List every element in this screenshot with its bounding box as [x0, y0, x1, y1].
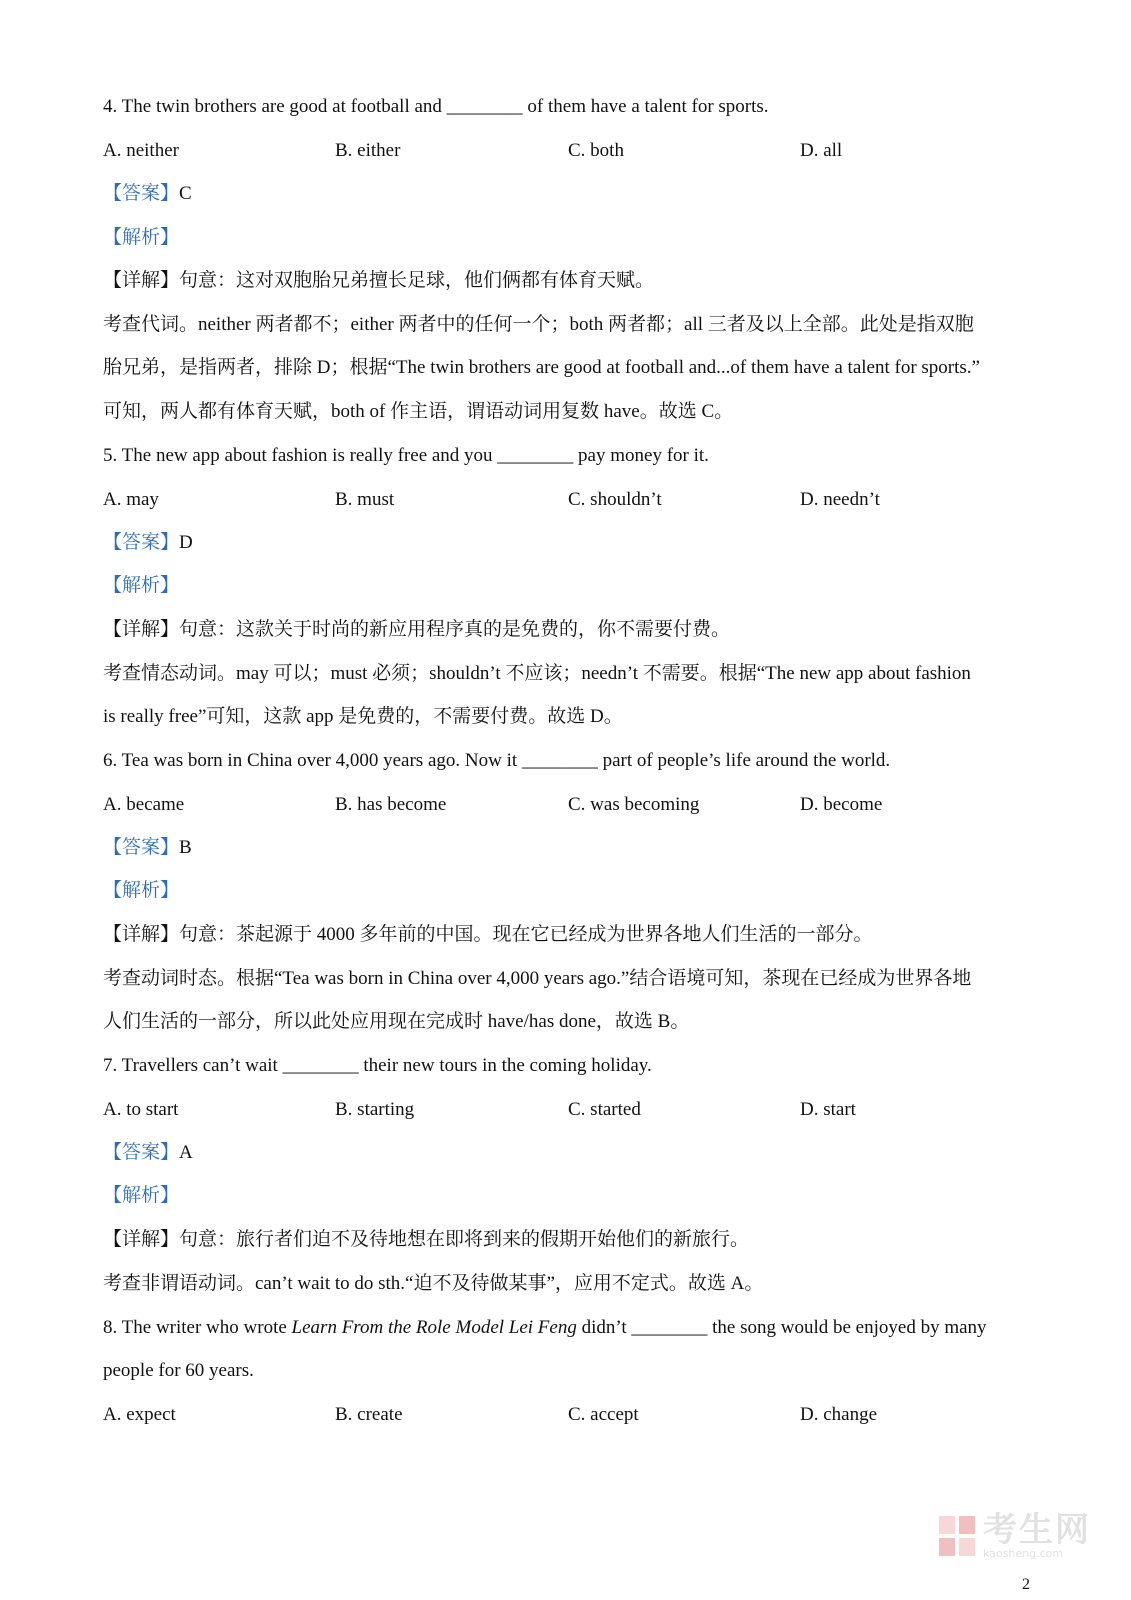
detail-meaning: 句意：茶起源于 4000 多年前的中国。现在它已经成为世界各地人们生活的一部分。 — [179, 924, 873, 945]
question-4-options — [103, 139, 1043, 163]
question-6-options — [103, 793, 1043, 817]
option-a: A. may — [103, 489, 159, 510]
question-5-stem: 5. The new app about fashion is really free and you ________ pay money for it. — [103, 445, 709, 466]
stem-prefix: 8. The writer who wrote — [103, 1317, 292, 1338]
detail-line — [103, 269, 654, 293]
explanation-line: 考查非谓语动词。can’t wait to do sth.“迫不及待做某事”，应用不定式。故选 A。 — [103, 1273, 764, 1294]
option-c: C. was becoming — [568, 794, 700, 815]
option-a: A. to start — [103, 1099, 179, 1120]
answer-line — [103, 1141, 193, 1165]
watermark-domain: kaosheng.com — [983, 1547, 1064, 1560]
question-5-options — [103, 488, 1043, 512]
detail-line — [103, 1228, 749, 1252]
option-c: C. shouldn’t — [568, 489, 662, 510]
option-d: D. needn’t — [800, 489, 880, 510]
analysis-label: 【解析】 — [103, 880, 180, 901]
answer-label: 【答案】 — [103, 532, 180, 553]
option-d: D. all — [800, 140, 843, 161]
option-b: B. starting — [335, 1099, 415, 1120]
detail-label: 【详解】 — [103, 1229, 180, 1250]
option-d: D. become — [800, 794, 883, 815]
detail-line — [103, 618, 730, 642]
explanation-line: 考查情态动词。may 可以；must 必须；shouldn’t 不应该；needn’t 不需要。根据“The new app about fashion — [103, 663, 971, 684]
detail-meaning: 句意：这款关于时尚的新应用程序真的是免费的，你不需要付费。 — [179, 619, 731, 640]
explanation-line: is really free”可知，这款 app 是免费的，不需要付费。故选 D。 — [103, 706, 623, 727]
option-a: A. expect — [103, 1404, 176, 1425]
watermark-text — [983, 1512, 1091, 1560]
detail-meaning: 句意：旅行者们迫不及待地想在即将到来的假期开始他们的新旅行。 — [179, 1229, 750, 1250]
option-a: A. neither — [103, 140, 179, 161]
option-b: B. either — [335, 140, 401, 161]
analysis-label: 【解析】 — [103, 575, 180, 596]
option-b: B. must — [335, 489, 395, 510]
question-7-stem: 7. Travellers can’t wait ________ their new tours in the coming holiday. — [103, 1055, 652, 1076]
question-8-stem-continued: people for 60 years. — [103, 1360, 254, 1381]
answer-label: 【答案】 — [103, 837, 180, 858]
option-c: C. accept — [568, 1404, 639, 1425]
option-a: A. became — [103, 794, 185, 815]
question-4-stem: 4. The twin brothers are good at football and ________ of them have a talent for sports. — [103, 96, 769, 117]
option-c: C. both — [568, 140, 624, 161]
explanation-line: 胎兄弟，是指两者，排除 D；根据“The twin brothers are good at football and...of them have a talent for sports.” — [103, 357, 980, 378]
option-d: D. change — [800, 1404, 878, 1425]
question-7-options — [103, 1098, 1043, 1122]
option-b: B. create — [335, 1404, 403, 1425]
answer-value: C — [179, 183, 192, 204]
watermark-brand: 考生网 — [983, 1510, 1091, 1550]
detail-label: 【详解】 — [103, 270, 180, 291]
song-title: Learn From the Role Model Lei Feng — [291, 1317, 577, 1338]
watermark — [937, 1512, 1091, 1560]
detail-label: 【详解】 — [103, 924, 180, 945]
watermark-logo-icon — [937, 1514, 977, 1558]
answer-label: 【答案】 — [103, 1142, 180, 1163]
stem-suffix: didn’t ________ the song would be enjoyed by many — [576, 1317, 987, 1338]
page-number: 2 — [1022, 1576, 1030, 1593]
explanation-line: 考查动词时态。根据“Tea was born in China over 4,000 years ago.”结合语境可知，茶现在已经成为世界各地 — [103, 968, 972, 989]
option-b: B. has become — [335, 794, 447, 815]
question-6-stem: 6. Tea was born in China over 4,000 years ago. Now it ________ part of people’s life around the world. — [103, 750, 891, 771]
detail-label: 【详解】 — [103, 619, 180, 640]
answer-line — [103, 836, 192, 860]
explanation-line: 人们生活的一部分，所以此处应用现在完成时 have/has done，故选 B。 — [103, 1011, 690, 1032]
answer-value: A — [179, 1142, 193, 1163]
analysis-label: 【解析】 — [103, 227, 180, 248]
answer-label: 【答案】 — [103, 183, 180, 204]
answer-value: B — [179, 837, 192, 858]
analysis-label: 【解析】 — [103, 1185, 180, 1206]
question-8-stem — [103, 1316, 987, 1340]
answer-line — [103, 182, 192, 206]
explanation-line: 考查代词。neither 两者都不；either 两者中的任何一个；both 两者都；all 三者及以上全部。此处是指双胞 — [103, 314, 974, 335]
question-8-options — [103, 1403, 1043, 1427]
detail-meaning: 句意：这对双胞胎兄弟擅长足球，他们俩都有体育天赋。 — [179, 270, 655, 291]
detail-line — [103, 923, 873, 947]
option-d: D. start — [800, 1099, 856, 1120]
answer-value: D — [179, 532, 193, 553]
answer-line — [103, 531, 193, 555]
explanation-line: 可知，两人都有体育天赋，both of 作主语，谓语动词用复数 have。故选 C。 — [103, 401, 734, 422]
option-c: C. started — [568, 1099, 641, 1120]
